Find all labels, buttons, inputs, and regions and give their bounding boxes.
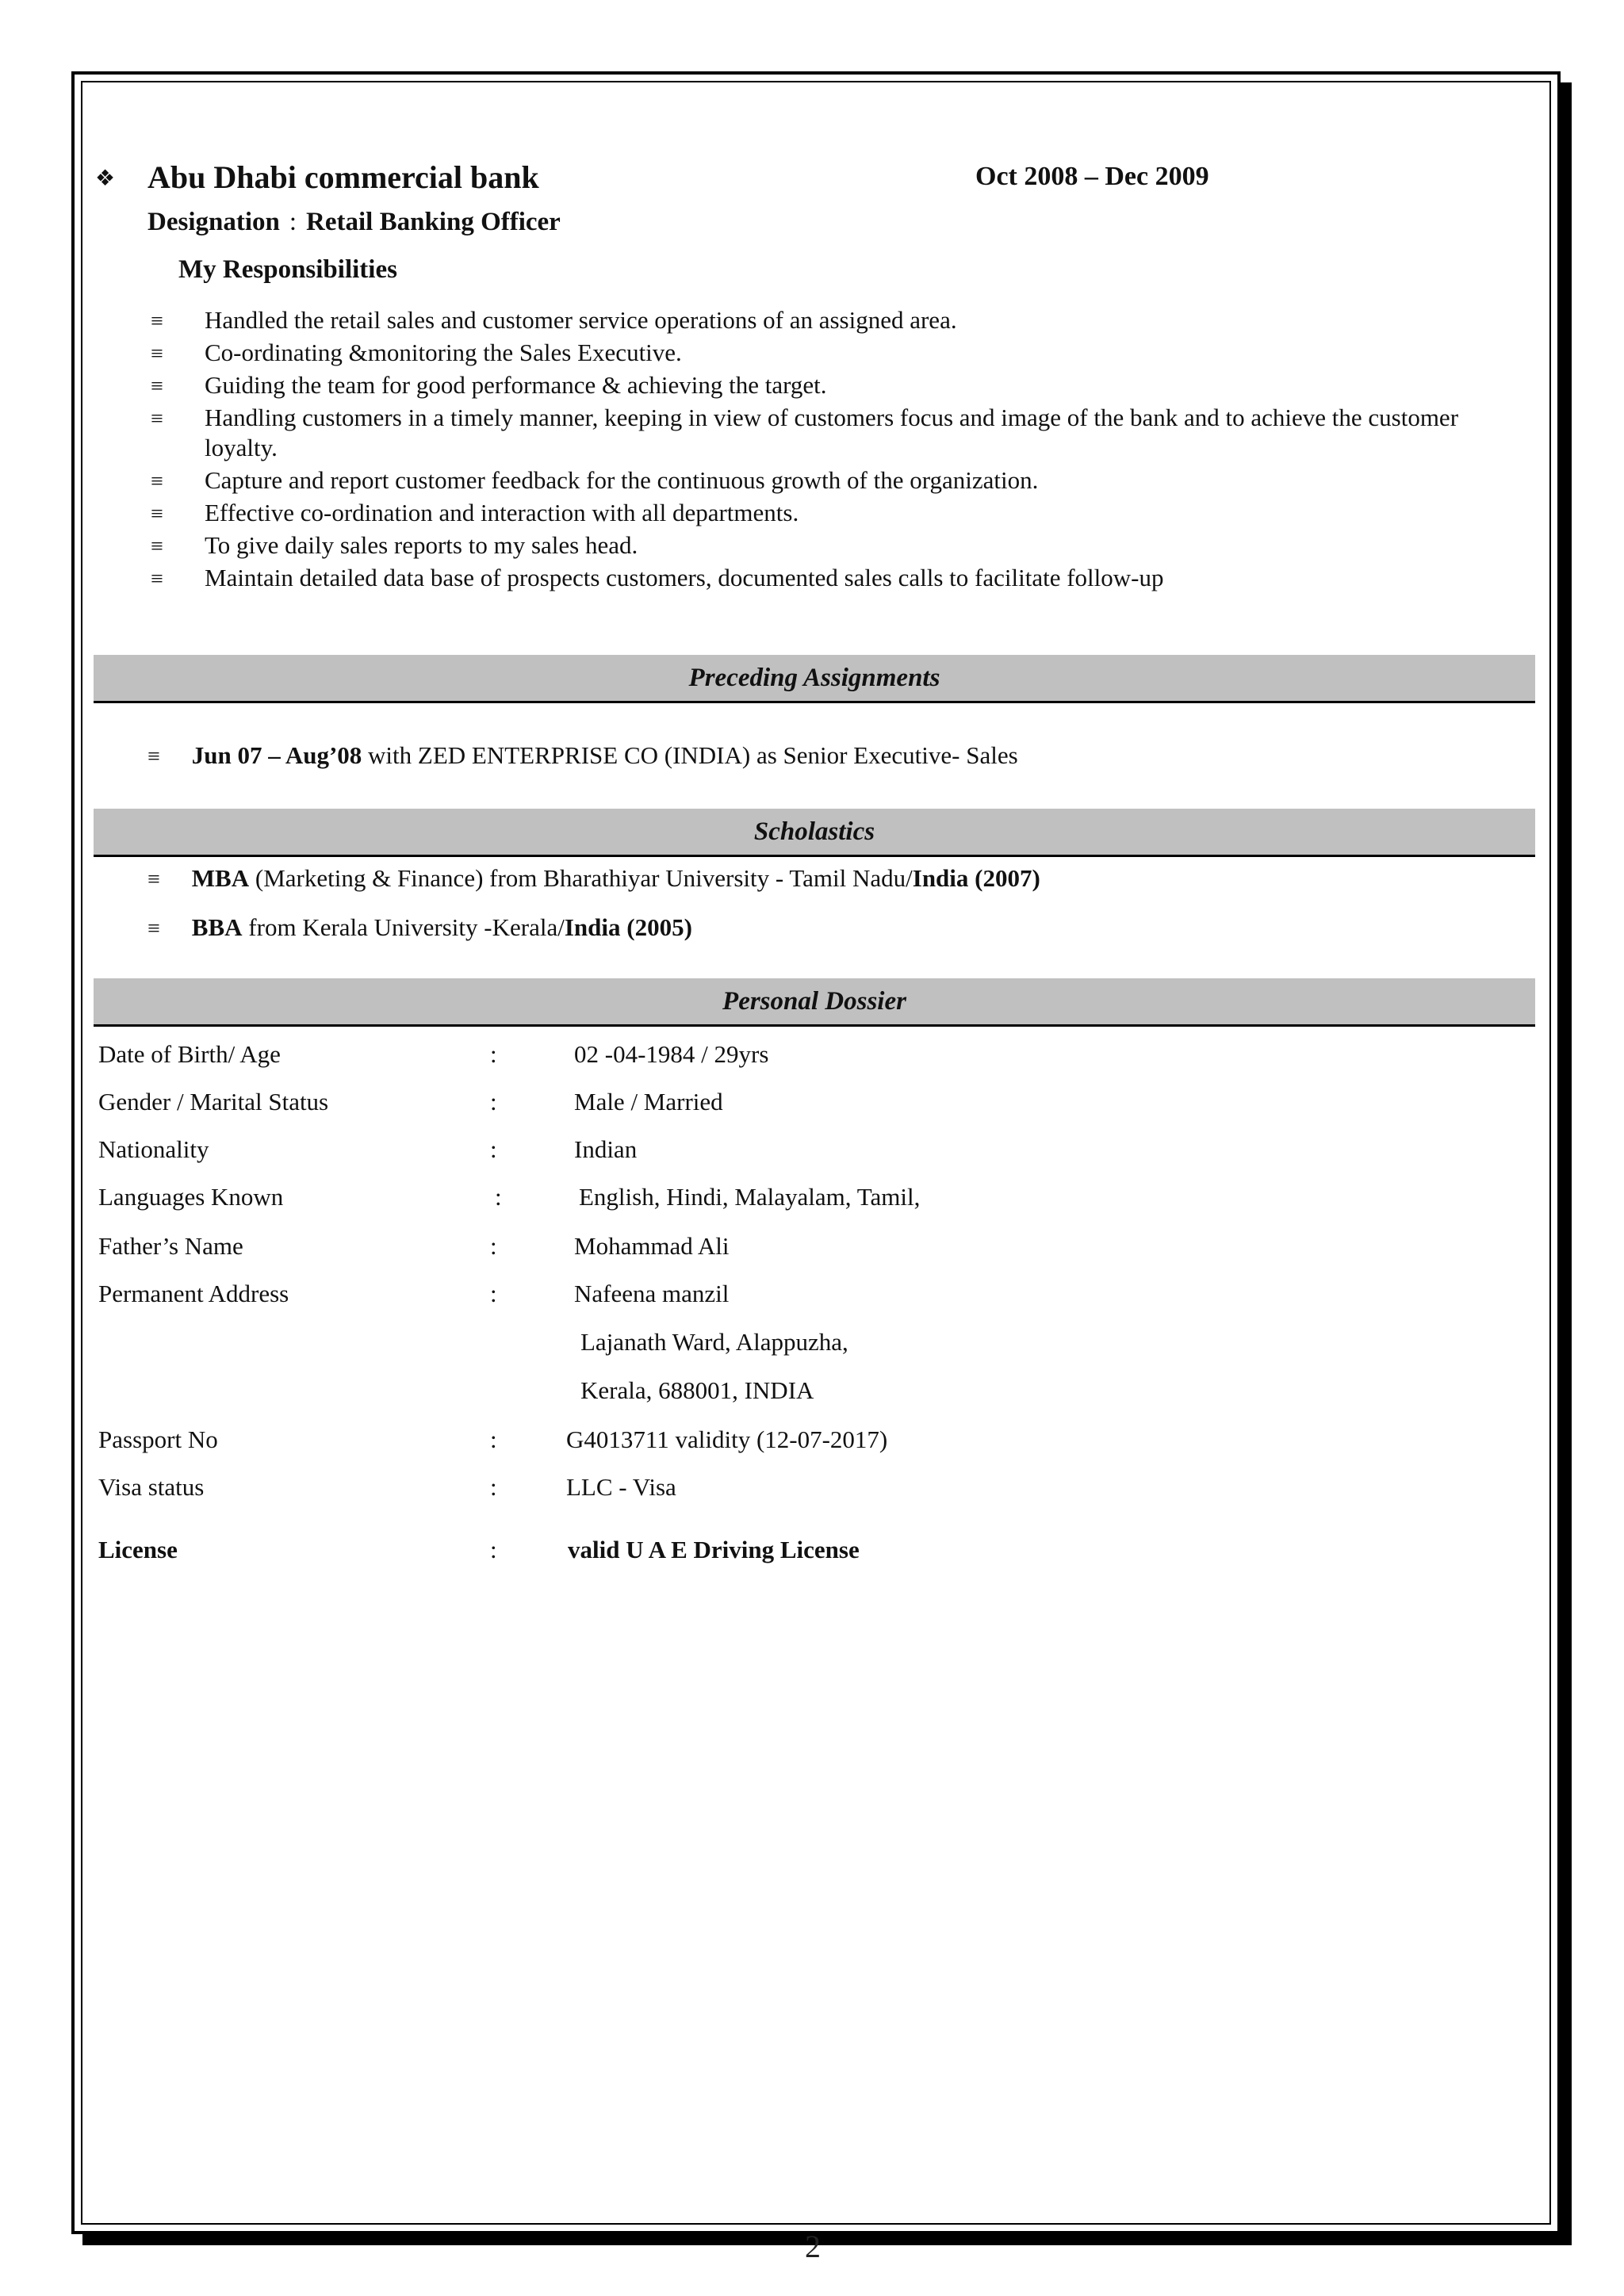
dossier-label: Date of Birth/ Age — [98, 1040, 281, 1068]
diamond-bullet-icon: ❖ — [95, 166, 116, 191]
responsibility-text: Handling customers in a timely manner, keeping in view of customers focus and image of the bank and to achieve the customer loyalty. — [205, 404, 1459, 461]
dossier-row-license — [98, 1536, 1526, 1572]
dossier-row-visa — [98, 1473, 1526, 1510]
dossier-row-address — [98, 1280, 1526, 1316]
list-bullet-icon: ≡ — [151, 567, 163, 591]
bba-year: (2005) — [620, 913, 692, 941]
mba-country: India — [912, 864, 969, 892]
dossier-value: 02 -04-1984 / 29yrs — [574, 1040, 769, 1068]
designation-separator: : — [289, 208, 297, 236]
dossier-colon: : — [490, 1473, 497, 1501]
list-item — [151, 563, 1530, 593]
education-item-bba — [147, 913, 692, 942]
dossier-value: valid U A E Driving License — [568, 1536, 860, 1563]
mba-year: (2007) — [968, 864, 1040, 892]
list-bullet-icon: ≡ — [151, 342, 163, 366]
dossier-colon: : — [490, 1280, 497, 1307]
responsibility-text: Maintain detailed data base of prospects customers, documented sales calls to facilitate follow-up — [205, 564, 1164, 591]
list-bullet-icon: ≡ — [151, 534, 163, 559]
section-heading-scholastics: Scholastics — [94, 809, 1535, 857]
designation-value: Retail Banking Officer — [306, 208, 561, 236]
dossier-label: Passport No — [98, 1425, 218, 1453]
dossier-label: Nationality — [98, 1135, 209, 1163]
list-item — [151, 403, 1530, 463]
job-header — [95, 159, 1538, 206]
list-bullet-icon: ≡ — [147, 744, 160, 769]
bba-country: India — [564, 913, 621, 941]
responsibility-text: Guiding the team for good performance & achieving the target. — [205, 371, 827, 399]
list-bullet-icon: ≡ — [151, 309, 163, 334]
mba-degree: MBA — [191, 864, 250, 892]
dossier-row-dob — [98, 1040, 1526, 1077]
page-number: 2 — [805, 2229, 821, 2264]
job-period: Oct 2008 – Dec 2009 — [975, 162, 1209, 191]
list-bullet-icon: ≡ — [151, 407, 163, 431]
list-bullet-icon: ≡ — [151, 469, 163, 494]
dossier-colon: : — [490, 1536, 497, 1563]
dossier-value: Indian — [574, 1135, 638, 1163]
dossier-value: Lajanath Ward, Alappuzha, — [580, 1328, 848, 1356]
dossier-label: Permanent Address — [98, 1280, 289, 1307]
dossier-row-father — [98, 1232, 1526, 1269]
dossier-label: Father’s Name — [98, 1232, 243, 1260]
dossier-colon: : — [490, 1088, 497, 1115]
dossier-row-passport — [98, 1425, 1526, 1462]
list-item — [151, 338, 1530, 368]
responsibilities-heading: My Responsibilities — [178, 255, 397, 284]
dossier-row-address-line3 — [98, 1376, 1526, 1413]
preceding-text: with ZED ENTERPRISE CO (INDIA) as Senior Executive- Sales — [362, 741, 1018, 769]
dossier-colon: : — [490, 1232, 497, 1260]
section-heading-preceding: Preceding Assignments — [94, 655, 1535, 703]
education-item-mba — [147, 864, 1040, 893]
dossier-colon: : — [495, 1183, 502, 1211]
responsibility-text: Capture and report customer feedback for the continuous growth of the organization. — [205, 466, 1039, 494]
dossier-label: Gender / Marital Status — [98, 1088, 329, 1115]
dossier-colon: : — [490, 1135, 497, 1163]
list-bullet-icon: ≡ — [151, 374, 163, 399]
list-item — [151, 370, 1530, 400]
dossier-value: G4013711 validity (12-07-2017) — [566, 1425, 888, 1453]
dossier-value: Mohammad Ali — [574, 1232, 730, 1260]
responsibility-text: To give daily sales reports to my sales head. — [205, 531, 638, 559]
list-bullet-icon: ≡ — [147, 867, 160, 892]
list-bullet-icon: ≡ — [147, 916, 160, 941]
dossier-row-nationality — [98, 1135, 1526, 1172]
bba-text: from Kerala University -Kerala/ — [242, 913, 565, 941]
list-item — [151, 465, 1530, 496]
mba-text: (Marketing & Finance) from Bharathiyar University - Tamil Nadu/ — [249, 864, 913, 892]
dossier-value: Nafeena manzil — [574, 1280, 730, 1307]
responsibility-text: Handled the retail sales and customer service operations of an assigned area. — [205, 306, 957, 334]
list-item — [151, 305, 1530, 335]
section-heading-dossier: Personal Dossier — [94, 978, 1535, 1027]
dossier-colon: : — [490, 1040, 497, 1068]
dossier-value: English, Hindi, Malayalam, Tamil, — [579, 1183, 921, 1211]
dossier-value: Kerala, 688001, INDIA — [580, 1376, 814, 1404]
bba-degree: BBA — [191, 913, 243, 941]
dossier-row-address-line2 — [98, 1328, 1526, 1364]
preceding-item — [147, 741, 1018, 770]
company-name: Abu Dhabi commercial bank — [147, 159, 539, 195]
dossier-value: LLC - Visa — [566, 1473, 676, 1501]
list-item — [151, 498, 1530, 528]
dossier-label: Visa status — [98, 1473, 205, 1501]
dossier-row-gender — [98, 1088, 1526, 1124]
list-bullet-icon: ≡ — [151, 502, 163, 526]
designation — [147, 208, 561, 237]
designation-label: Designation — [147, 208, 280, 236]
dossier-row-languages — [98, 1183, 1526, 1219]
preceding-period: Jun 07 – Aug’08 — [191, 741, 362, 769]
list-item — [151, 530, 1530, 561]
dossier-colon: : — [490, 1425, 497, 1453]
dossier-label: License — [98, 1536, 178, 1563]
dossier-value: Male / Married — [574, 1088, 723, 1115]
responsibility-text: Effective co-ordination and interaction with all departments. — [205, 499, 799, 526]
responsibilities-list — [151, 305, 1530, 595]
dossier-label: Languages Known — [98, 1183, 284, 1211]
responsibility-text: Co-ordinating &monitoring the Sales Executive. — [205, 339, 682, 366]
